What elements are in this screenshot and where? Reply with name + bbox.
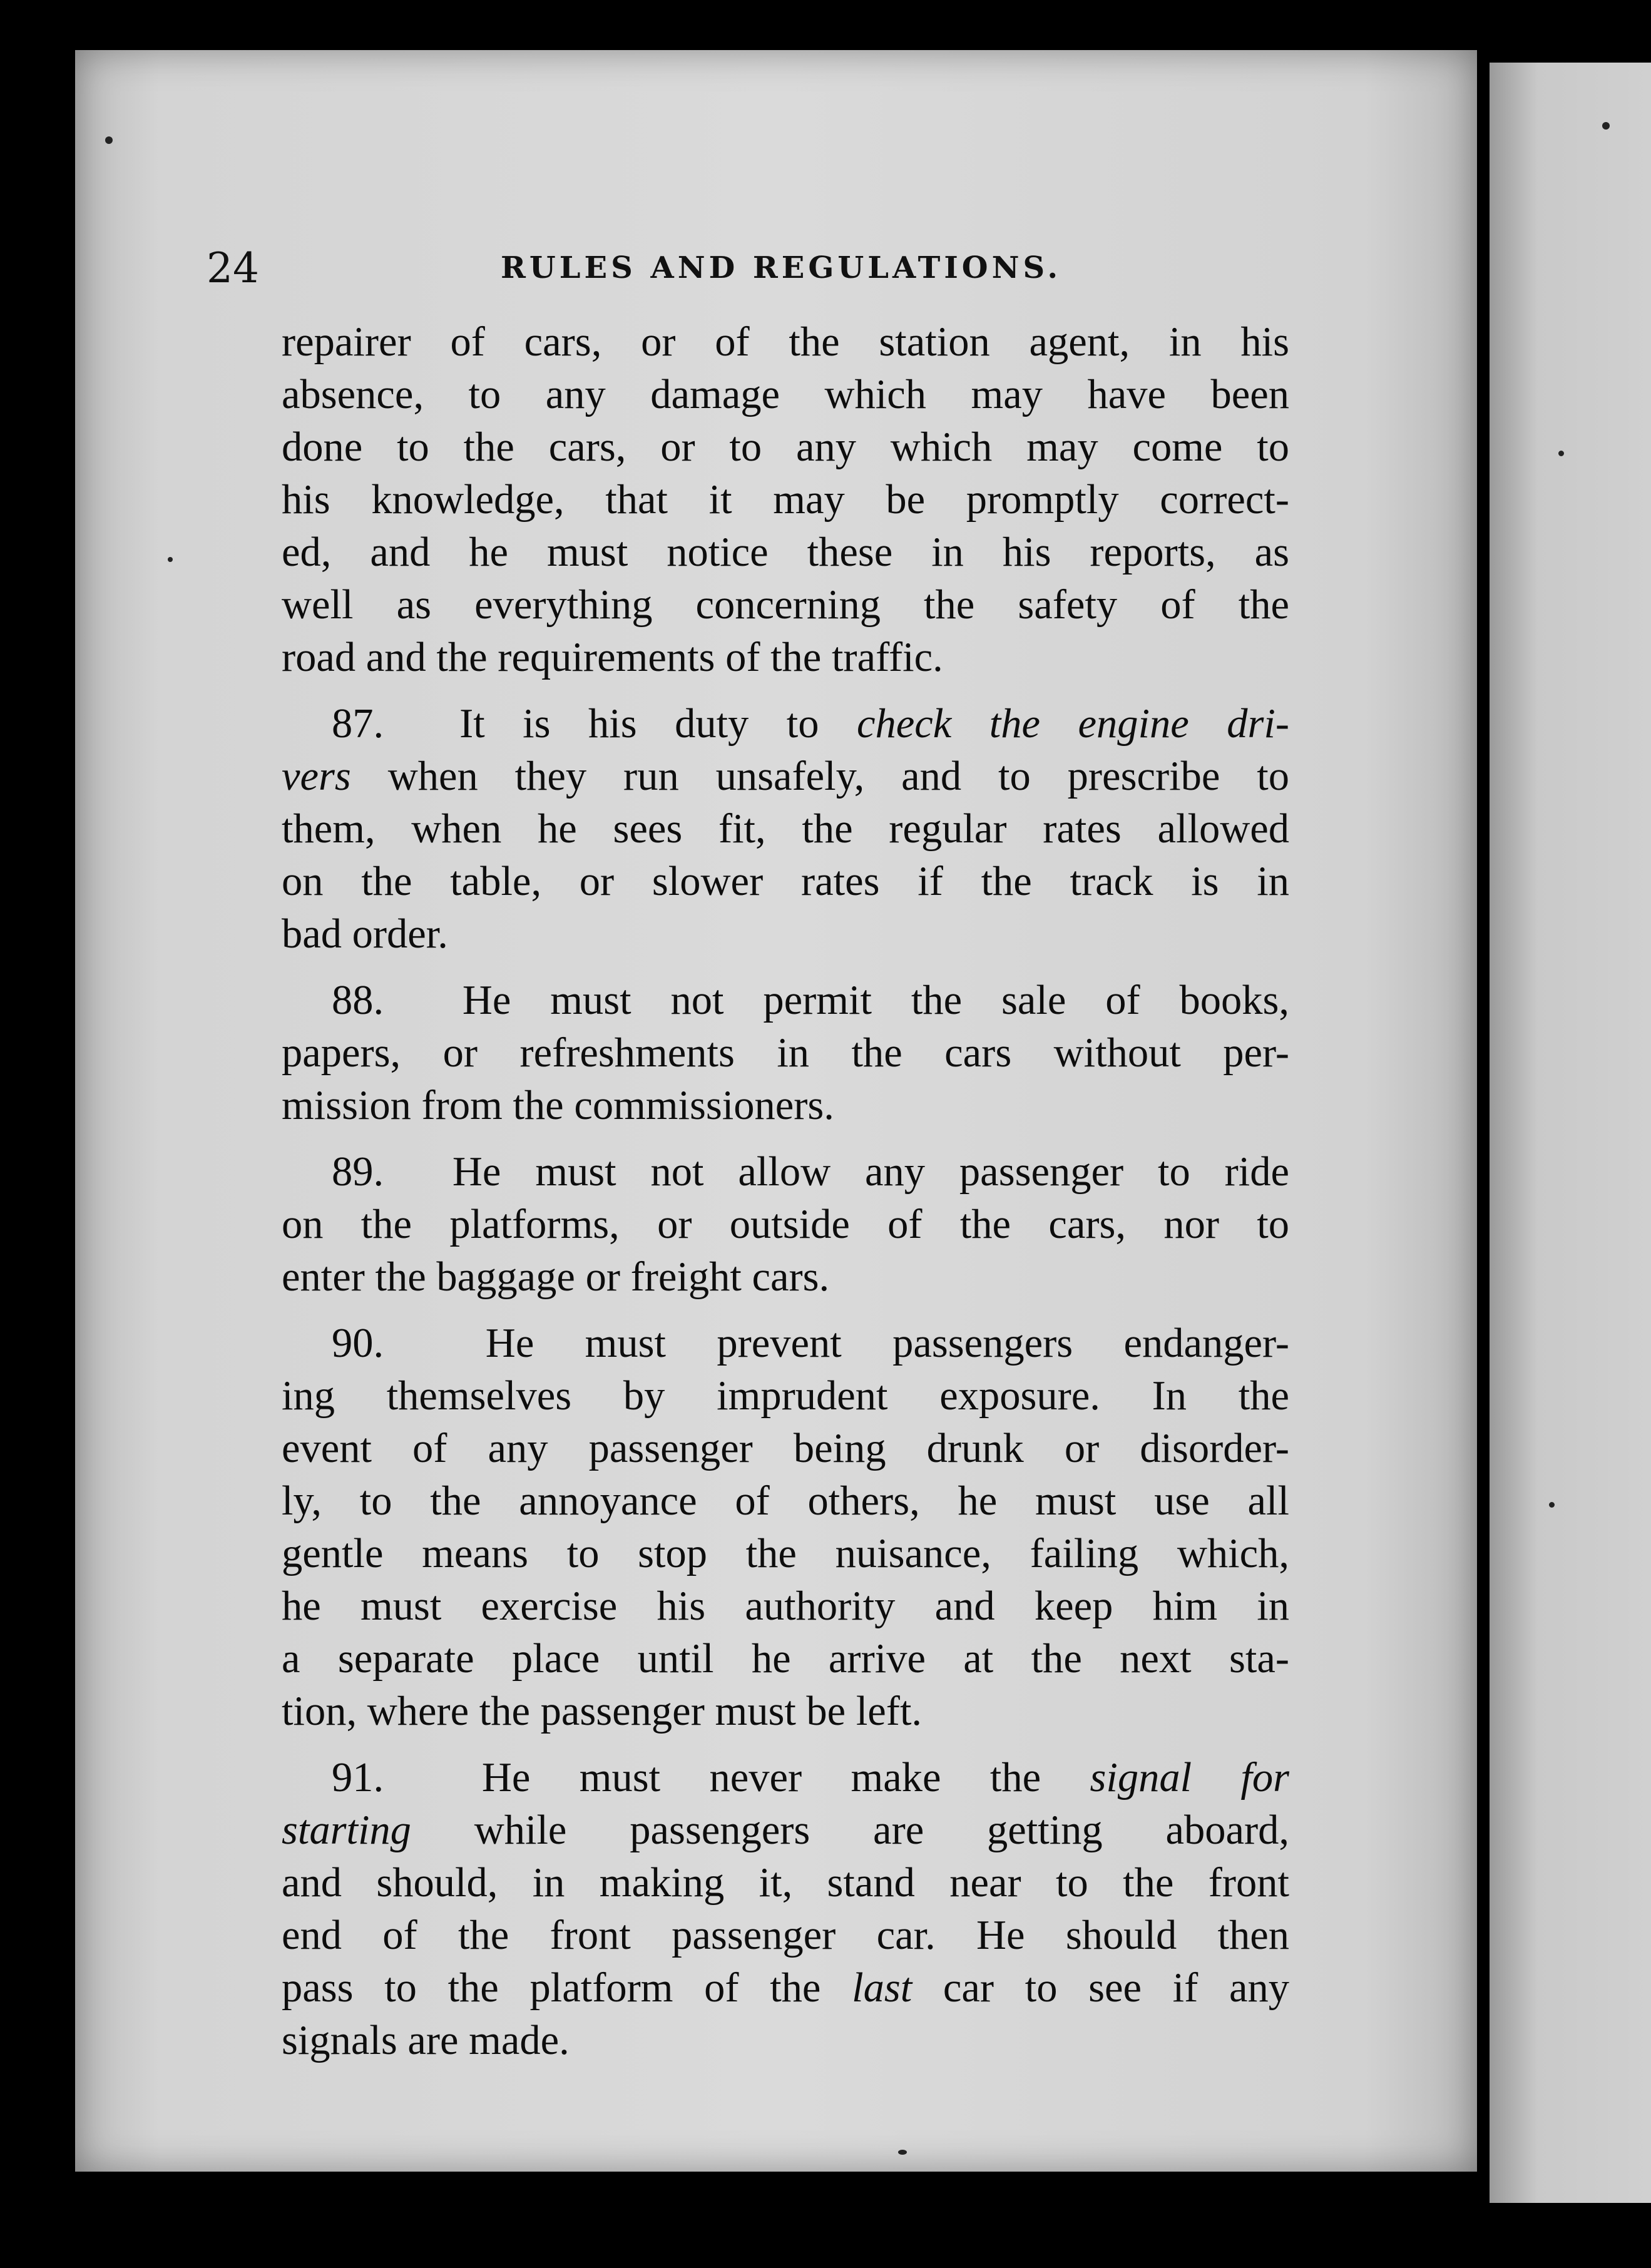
- text-run: He must not allow any passenger to ride: [452, 1149, 1290, 1195]
- rule-number: 89.: [332, 1149, 384, 1195]
- text-line: ing themselves by imprudent exposure. In the: [282, 1373, 1289, 1419]
- text-line: his knowledge, that it may be promptly correct-: [282, 477, 1289, 523]
- text-line: them, when he sees fit, the regular rates allowed: [282, 806, 1289, 852]
- emphasis-text: signal for: [1090, 1755, 1290, 1801]
- text-line: on the platforms, or outside of the cars, nor to: [282, 1202, 1289, 1247]
- text-line: road and the requirements of the traffic.: [282, 635, 943, 680]
- emphasis-text: check the engine dri-: [857, 701, 1289, 747]
- text-line: a separate place until he arrive at the next sta-: [282, 1636, 1289, 1682]
- emphasis-text: starting: [282, 1807, 411, 1853]
- page-body: [282, 316, 1289, 2067]
- text-line: done to the cars, or to any which may come to: [282, 424, 1289, 470]
- paragraph-91: [282, 1752, 1289, 2067]
- text-run: car to see if any: [912, 1965, 1289, 2011]
- text-line: ly, to the annoyance of others, he must use all: [282, 1478, 1289, 1524]
- text-line: [282, 974, 1289, 1027]
- emphasis-text: vers: [282, 753, 351, 799]
- text-line: [282, 1752, 1289, 1804]
- scan-speck: [1602, 122, 1610, 130]
- text-line: [282, 1804, 1289, 1857]
- running-head: RULES AND REGULATIONS.: [501, 250, 1062, 285]
- text-line: bad order.: [282, 911, 448, 957]
- page-number: 24: [207, 244, 259, 292]
- text-line: ed, and he must notice these in his reports, as: [282, 529, 1289, 575]
- text-run: when they run unsafely, and to prescribe to: [350, 753, 1289, 799]
- text-run: He must prevent passengers endanger-: [485, 1320, 1289, 1366]
- text-line: mission from the commissioners.: [282, 1083, 834, 1128]
- rule-number: 90.: [332, 1320, 384, 1366]
- paragraph-87: [282, 698, 1289, 961]
- paragraph-88: [282, 974, 1289, 1132]
- text-line: repairer of cars, or of the station agent, in his: [282, 319, 1289, 365]
- scan-speck: [105, 136, 113, 144]
- text-line: signals are made.: [282, 2018, 570, 2063]
- facing-page-edge: [1490, 63, 1651, 2203]
- paragraph-90: [282, 1317, 1289, 1738]
- paragraph-continuation: [282, 316, 1289, 684]
- paragraph-89: [282, 1146, 1289, 1304]
- text-line: end of the front passenger car. He should then: [282, 1913, 1289, 1958]
- scan-speck: [898, 2150, 907, 2155]
- text-line: on the table, or slower rates if the track is in: [282, 859, 1289, 904]
- text-line: [282, 750, 1289, 803]
- scan-speck: [1558, 451, 1564, 456]
- text-run: It is his duty to: [459, 701, 857, 747]
- text-line: absence, to any damage which may have been: [282, 372, 1289, 417]
- text-line: well as everything concerning the safety of the: [282, 582, 1289, 628]
- text-line: [282, 698, 1289, 750]
- text-line: he must exercise his authority and keep him in: [282, 1583, 1289, 1629]
- text-line: gentle means to stop the nuisance, failing which,: [282, 1531, 1289, 1576]
- rule-number: 91.: [332, 1755, 384, 1801]
- page-header: [207, 232, 1333, 292]
- text-line: [282, 1317, 1289, 1370]
- rule-number: 87.: [332, 701, 384, 747]
- text-line: [282, 1962, 1289, 2015]
- text-run: He must never make the: [481, 1755, 1090, 1801]
- text-run: while passengers are getting aboard,: [411, 1807, 1289, 1853]
- emphasis-text: last: [852, 1965, 912, 2011]
- text-line: event of any passenger being drunk or disorder-: [282, 1426, 1289, 1471]
- text-line: papers, or refreshments in the cars without per-: [282, 1030, 1289, 1076]
- text-run: He must not permit the sale of books,: [462, 978, 1290, 1023]
- text-line: enter the baggage or freight cars.: [282, 1254, 830, 1300]
- scan-speck: [168, 557, 173, 562]
- text-line: tion, where the passenger must be left.: [282, 1688, 923, 1734]
- rule-number: 88.: [332, 978, 384, 1023]
- text-line: and should, in making it, stand near to the front: [282, 1860, 1289, 1906]
- text-run: pass to the platform of the: [282, 1965, 852, 2011]
- text-line: [282, 1146, 1289, 1198]
- scan-speck: [1549, 1502, 1555, 1508]
